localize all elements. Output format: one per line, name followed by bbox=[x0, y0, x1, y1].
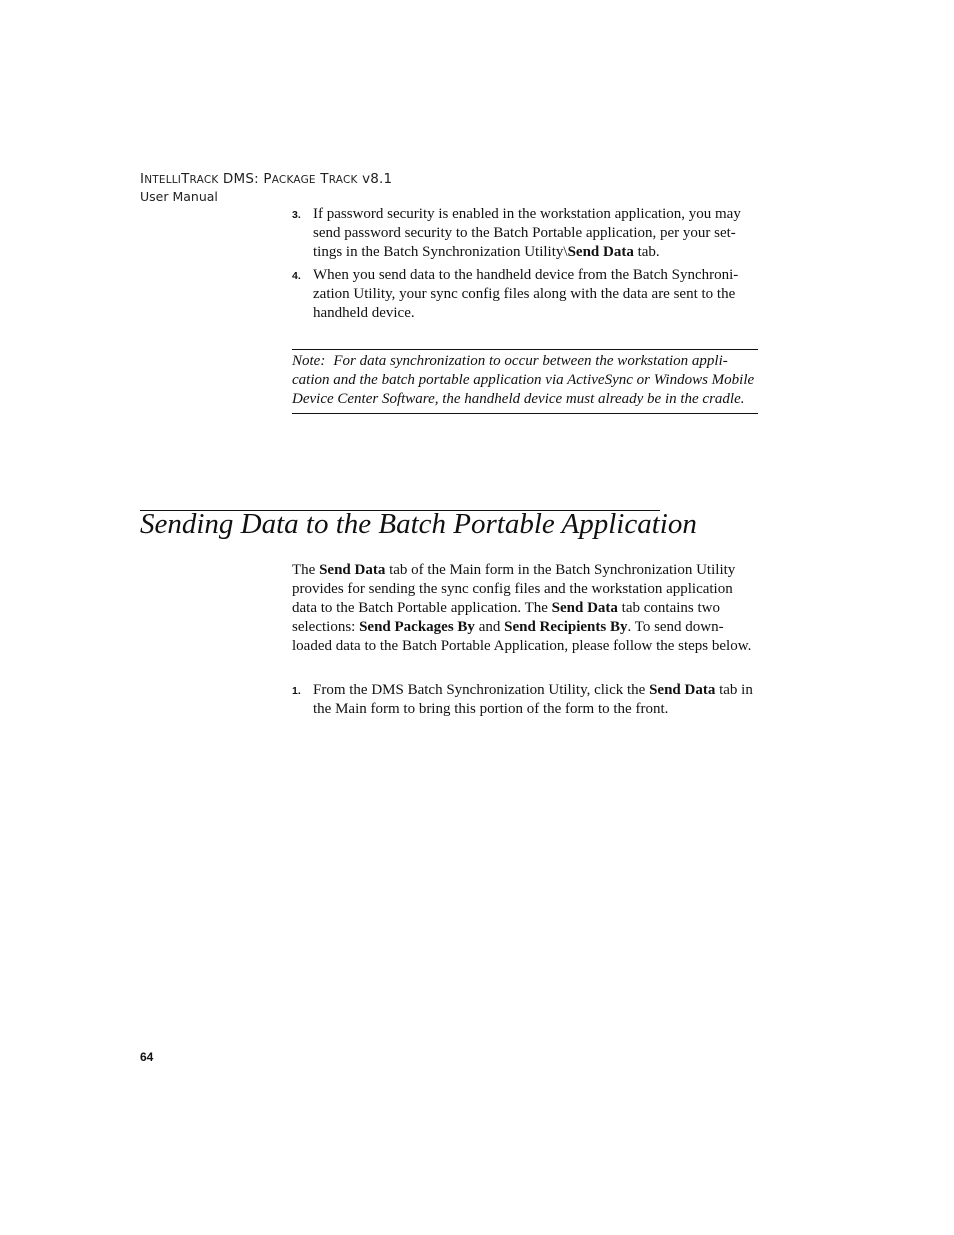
section-heading: Sending Data to the Batch Portable Application bbox=[140, 508, 697, 540]
running-header bbox=[140, 170, 392, 205]
section-intro-paragraph: The Send Data tab of the Main form in the Batch Synchronization Utility provides for sending the sync config files and the workstation application data to the Batch Portable application. The Send Data tab contains two selections: Send Packages By and Send Recipients By. To send down-loaded data to the Batch Portable Application, please follow the steps below. bbox=[292, 562, 752, 654]
list-item: 1. From the DMS Batch Synchronization Utility, click the Send Data tab in the Main form to bring this portion of the form to the front. bbox=[292, 682, 753, 717]
note-text: For data synchronization to occur between the workstation appli-cation and the batch portable application via ActiveSync or Windows Mobile Device Center Software, the handheld device must already be in the cradle. bbox=[292, 353, 755, 407]
manual-subtitle: User Manual bbox=[140, 189, 218, 204]
note-label: Note: bbox=[292, 353, 326, 369]
step-number: 1. bbox=[292, 685, 301, 697]
step-number: 3. bbox=[292, 209, 301, 221]
list-item: 4. When you send data to the handheld device from the Batch Synchroni-zation Utility, your sync config files along with the data are sent to the handheld device. bbox=[292, 267, 739, 321]
manual-title: INTELLITRACK DMS: PACKAGE TRACK v8.1 bbox=[140, 171, 393, 187]
page-number: 64 bbox=[140, 1050, 154, 1064]
steps-list bbox=[292, 681, 762, 723]
note-box bbox=[292, 349, 758, 414]
steps-list-continued bbox=[292, 205, 762, 327]
step-number: 4. bbox=[292, 270, 301, 282]
list-item: 3. If password security is enabled in the workstation application, you may send password security to the Batch Portable application, per your set-tings in the Batch Synchronization Utility\Send Data tab. bbox=[292, 206, 741, 260]
